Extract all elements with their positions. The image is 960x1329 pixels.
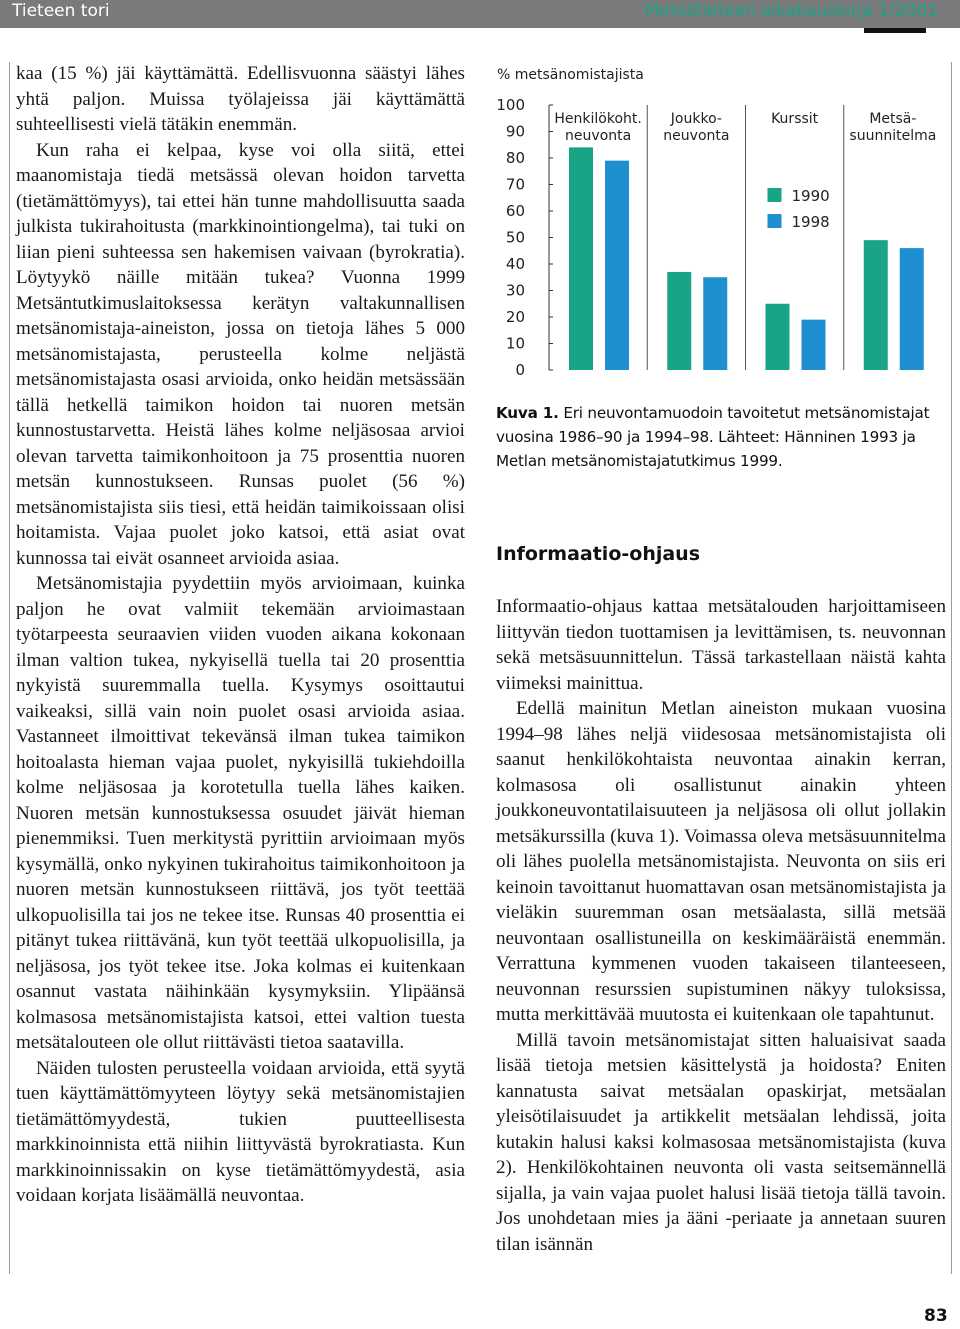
header-section-name: Tieteen tori xyxy=(12,1,110,21)
caption-text: Eri neuvontamuodoin tavoitetut metsänomistajat vuosina 1986–90 ja 1994–98. Lähteet: Hänninen 1993 ja Metlan metsänomistajatutkimus 1999. xyxy=(496,404,930,470)
y-tick-label: 70 xyxy=(505,175,525,194)
running-header xyxy=(0,0,960,28)
body-paragraph: Millä tavoin metsänomistajat sitten haluaisivat saada lisää tietoja metsien käsittelystä ja hoidosta? Eniten kannatusta saivat metsäalan opaskirjat, metsäalan yleisötilaisuudet ja artikkelit metsäalan lehdissä, joita kutakin halusi kaksi kolmasosaa metsänomistajista (kuva 2). Henkilökohtainen neuvonta oli vasta seitsemännellä sijalla, ja vain vajaa puolet halusi lisää tietoja tällä tavoin. Jos unohdetaan mies ja ääni -periaate ja annetaan suuren tilan isännän xyxy=(496,1029,946,1255)
category-label: Kurssit xyxy=(771,111,819,127)
y-tick-label: 20 xyxy=(505,308,525,326)
category-label: Joukko- xyxy=(670,111,722,127)
bar-1998 xyxy=(703,277,727,370)
body-paragraph: Kun raha ei kelpaa, kyse voi olla siitä, ettei maanomistaja tiedä metsässä olevan hoidon tarvetta (tietämättömyys), tai ettei hän tunne mahdollisuutta saada julkista tukirahoitusta (markkinointiongelma), tai tuki on liian pieni suhteessa sen hakemisen vaivaan (byrokratia). Löytyykö näille mitään tukea? Vuonna 1999 Metsäntutkimuslaitoksessa kerätyn valtakunnallisen metsänomistaja-aineiston, jossa on tietoja lähes 5 000 metsänomistajasta, perusteella kolme neljästä metsänomistajasta osasi arvioida, onko heidän metsässään tällä hetkellä taimikon hoidon tai nuoren metsän kunnostustarvetta. Heistä lähes kolme neljäsosaa arvioi olevan tarvetta taimikonhoitoon ja 75 prosenttia nuoren metsän kunnostukseen. Runsas puolet (56 %) metsänomistajista siis tiesi, että heidän taimikoissaan olisi hoitamista. Vajaa puolet joko katsoi, että asiat ovat kunnossa tai eivät osanneet arvioida asiaa. xyxy=(16,139,465,569)
body-paragraph: kaa (15 %) jäi käyttämättä. Edellisvuonna säästyi lähes yhtä paljon. Muissa työlajeissa jäi käyttämättä suhteellisesti vielä tätäkin enemmän. xyxy=(16,63,465,135)
left-text-column xyxy=(16,61,465,1209)
bar-1998 xyxy=(900,248,924,370)
category-label: neuvonta xyxy=(565,128,632,144)
page-number: 83 xyxy=(924,1306,948,1326)
caption-label: Kuva 1. xyxy=(496,404,559,422)
figure-caption xyxy=(496,401,950,473)
right-text-column xyxy=(496,594,946,1257)
category-label: neuvonta xyxy=(663,128,730,144)
legend-label: 1990 xyxy=(791,187,830,205)
chart-bars xyxy=(569,147,924,370)
figure-1-bar-chart xyxy=(492,60,952,400)
y-tick-label: 90 xyxy=(505,122,525,141)
body-paragraph: Edellä mainitun Metlan aineiston mukaan vuosina 1994–98 lähes neljä viidesosaa metsänomistajista oli saanut henkilökohtaista neuvontaa ainakin kerran, kolmasosa oli osallistunut ainakin yhteen joukkoneuvontatilaisuuteen ja neljäsosa oli ollut jollakin metsäkurssilla (kuva 1). Voimassa oleva metsäsuunnitelma oli lähes puolella metsänomistajista. Neuvonta on siis eri keinoin tavoittanut huomattavan osan metsänomistajista ja vieläkin suuremman osan metsäalasta, sillä metsää neuvontaan osallistuneilla on keskimääräistä enemmän. Verrattuna kymmenen vuoden takaiseen tilanteeseen, neuvonnan resurssien supistuminen näkyy tuloksissa, mutta merkittävää muutosta ei kuitenkaan ole tapahtunut. xyxy=(496,698,946,1025)
header-journal-name: Metsätieteen aikakauskirja 1/2001 xyxy=(644,1,938,21)
left-margin-rule xyxy=(9,62,10,1274)
bar-1990 xyxy=(667,272,691,370)
category-label: Metsä- xyxy=(869,111,917,127)
bar-1990 xyxy=(864,240,888,370)
y-tick-label: 60 xyxy=(505,202,525,220)
category-label: suunnitelma xyxy=(849,128,937,144)
body-paragraph: Metsänomistajia pyydettiin myös arvioimaan, kuinka paljon he ovat valmiit tekemään arvioimastaan työtarpeesta seuraavien viiden vuoden aikana kokonaan ilman valtion tukea, nykyisellä tuella tai 20 prosenttia nykyistä suuremmalla tuella. Kysymys osoittautui vaikeaksi, sillä vain noin puolet osasi arvioida asiaa. Vastanneet ilmoittivat tekevänsä ilman tukea taimikon hoitoalasta hieman vajaa puolet, nykyisillä tukiehdoilla kolme neljäsosaa ja korotetulla tuella lähes kaiken. Nuoren metsän kunnostuksessa osuudet jäivät hieman pienemmiksi. Tuen merkitystä pyrittiin arvioimaan myös kysymällä, onko nykyinen tukirahoitus taimikonhoitoon ja nuoren metsän kunnostukseen riittävä, jos työt teettää ulkopuolisilla tai jos ne tekee itse. Runsas 40 prosenttia ei pitänyt tukea riittävänä, kun työt teettää ulkopuolisilla, ja neljäsosa, jos työt tekee itse. Joka kolmas ei kuitenkaan osannut vastata näihinkään kysymyksiin. Ylipäänsä kolmasosa metsänomistajista katsoi, ettei valtion tuesta metsätalouteen ole ollut riittävästi tietoa saatavilla. xyxy=(16,573,465,1053)
bar-1990 xyxy=(569,147,593,370)
header-accent-bar xyxy=(864,28,926,33)
legend-swatch xyxy=(768,214,782,228)
y-tick-label: 10 xyxy=(505,334,525,353)
section-heading: Informaatio-ohjaus xyxy=(496,543,701,565)
chart-y-axis-label: % metsänomistajista xyxy=(497,67,644,83)
y-tick-label: 50 xyxy=(505,228,525,247)
bar-1998 xyxy=(605,161,629,370)
bar-1998 xyxy=(802,320,826,370)
chart-y-ticks xyxy=(496,96,553,379)
body-paragraph: Näiden tulosten perusteella voidaan arvioida, että syytä tuen käyttämättömyyteen löytyy sekä metsänomistajien tietämättömyydestä, tukien puutteellisesta markkinoinnista että niihin liittyvästä byrokratiasta. Kun markkinoinnissakin on kyse tietämättömyydestä, asia voidaan korjata lisäämällä neuvontaa. xyxy=(16,1057,465,1206)
bar-1990 xyxy=(766,304,790,370)
legend-swatch xyxy=(768,188,782,202)
y-tick-label: 40 xyxy=(505,255,525,273)
category-label: Henkilökoht. xyxy=(554,111,642,127)
body-paragraph: Informaatio-ohjaus kattaa metsätalouden harjoittamiseen liittyvän tiedon tuottamisen ja levittämisen, ts. neuvonnan sekä metsäsuunnittelun. Tässä tarkastellaan näistä kahta viimeksi mainittua. xyxy=(496,596,946,694)
y-tick-label: 100 xyxy=(496,96,525,114)
y-tick-label: 0 xyxy=(515,361,525,379)
legend-label: 1998 xyxy=(791,213,830,231)
y-tick-label: 80 xyxy=(505,149,525,167)
chart-legend xyxy=(768,187,830,231)
y-tick-label: 30 xyxy=(505,281,525,300)
